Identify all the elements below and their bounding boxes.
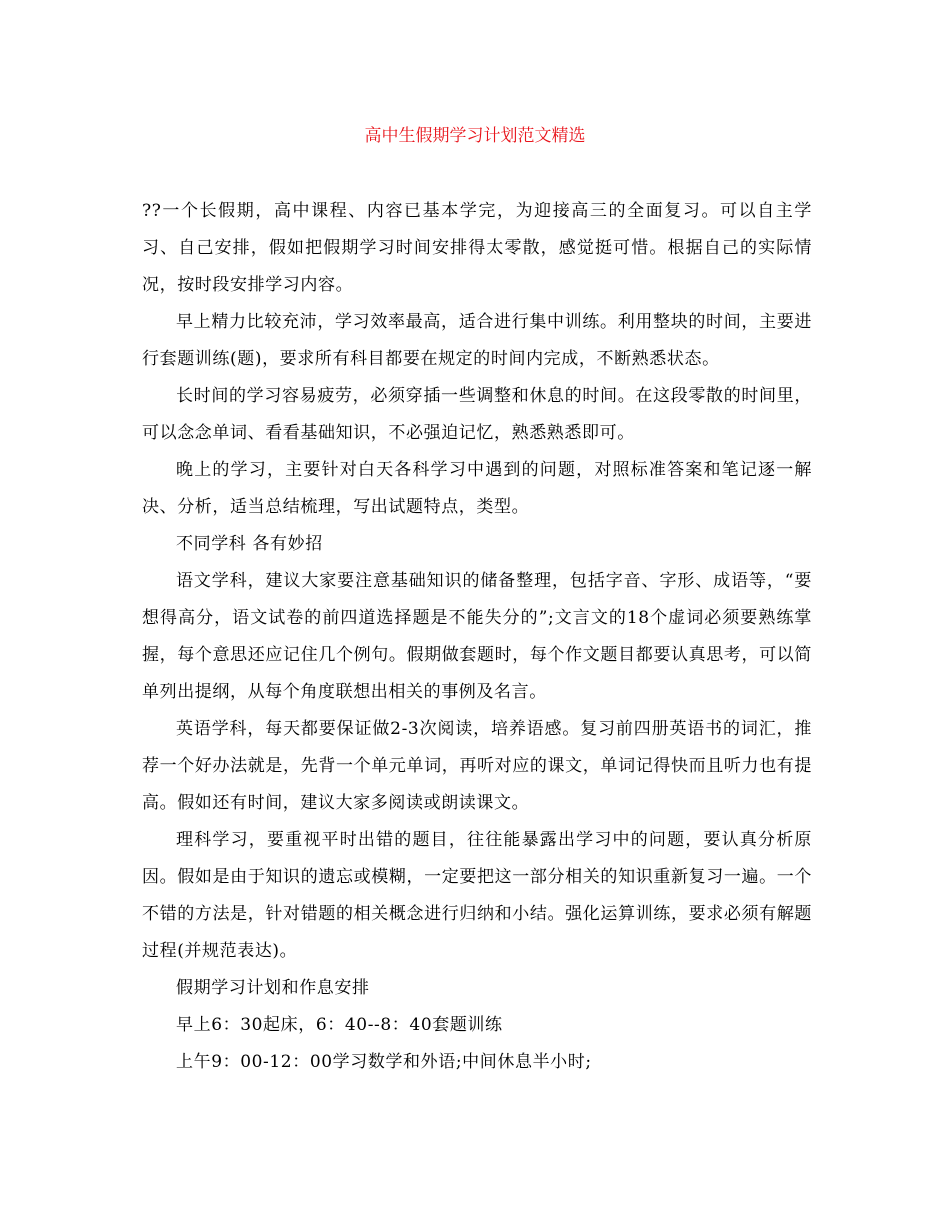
paragraph-science: 理科学习，要重视平时出错的题目，往往能暴露出学习中的问题，要认真分析原因。假如是由于知识的遗忘或模糊，一定要把这一部分相关的知识重新复习一遍。一个不错的方法是，针对错题的相关概念进行归纳和小结。强化运算训练，要求必须有解题过程(并规范表达)。 <box>142 830 812 961</box>
paragraph-intro: ??一个长假期，高中课程、内容已基本学完，为迎接高三的全面复习。可以自主学习、自己安排，假如把假期学习时间安排得太零散，感觉挺可惜。根据自己的实际情况，按时段安排学习内容。 <box>142 201 812 295</box>
section-heading-schedule: 假期学习计划和作息安排 <box>176 978 370 998</box>
schedule-item-forenoon: 上午9：00-12：00学习数学和外语;中间休息半小时; <box>176 1052 592 1072</box>
paragraph-chinese: 语文学科，建议大家要注意基础知识的储备整理，包括字音、字形、成语等，“要想得高分，语文试卷的前四道选择题是不能失分的”;文言文的18个虚词必须要熟练掌握，每个意思还应记住几个例句。假期做套题时，每个作文题目都要认真思考，可以简单列出提纲，从每个角度联想出相关的事例及名言。 <box>142 571 812 702</box>
section-heading-subjects: 不同学科 各有妙招 <box>176 534 323 554</box>
paragraph-english: 英语学科，每天都要保证做2-3次阅读，培养语感。复习前四册英语书的词汇，推荐一个好办法就是，先背一个单元单词，再听对应的课文，单词记得快而且听力也有提高。假如还有时间，建议大家多阅读或朗读课文。 <box>142 719 812 813</box>
paragraph-evening: 晚上的学习，主要针对白天各科学习中遇到的问题，对照标准答案和笔记逐一解决、分析，适当总结梳理，写出试题特点，类型。 <box>142 460 812 517</box>
document-title: 高中生假期学习计划范文精选 <box>364 126 586 146</box>
paragraph-rest: 长时间的学习容易疲劳，必须穿插一些调整和休息的时间。在这段零散的时间里，可以念念单词、看看基础知识，不必强迫记忆，熟悉熟悉即可。 <box>142 386 812 443</box>
schedule-item-morning: 早上6：30起床，6：40--8：40套题训练 <box>176 1015 503 1035</box>
paragraph-morning: 早上精力比较充沛，学习效率最高，适合进行集中训练。利用整块的时间，主要进行套题训练(题)，要求所有科目都要在规定的时间内完成，不断熟悉状态。 <box>142 312 812 369</box>
document-body <box>142 193 812 1081</box>
